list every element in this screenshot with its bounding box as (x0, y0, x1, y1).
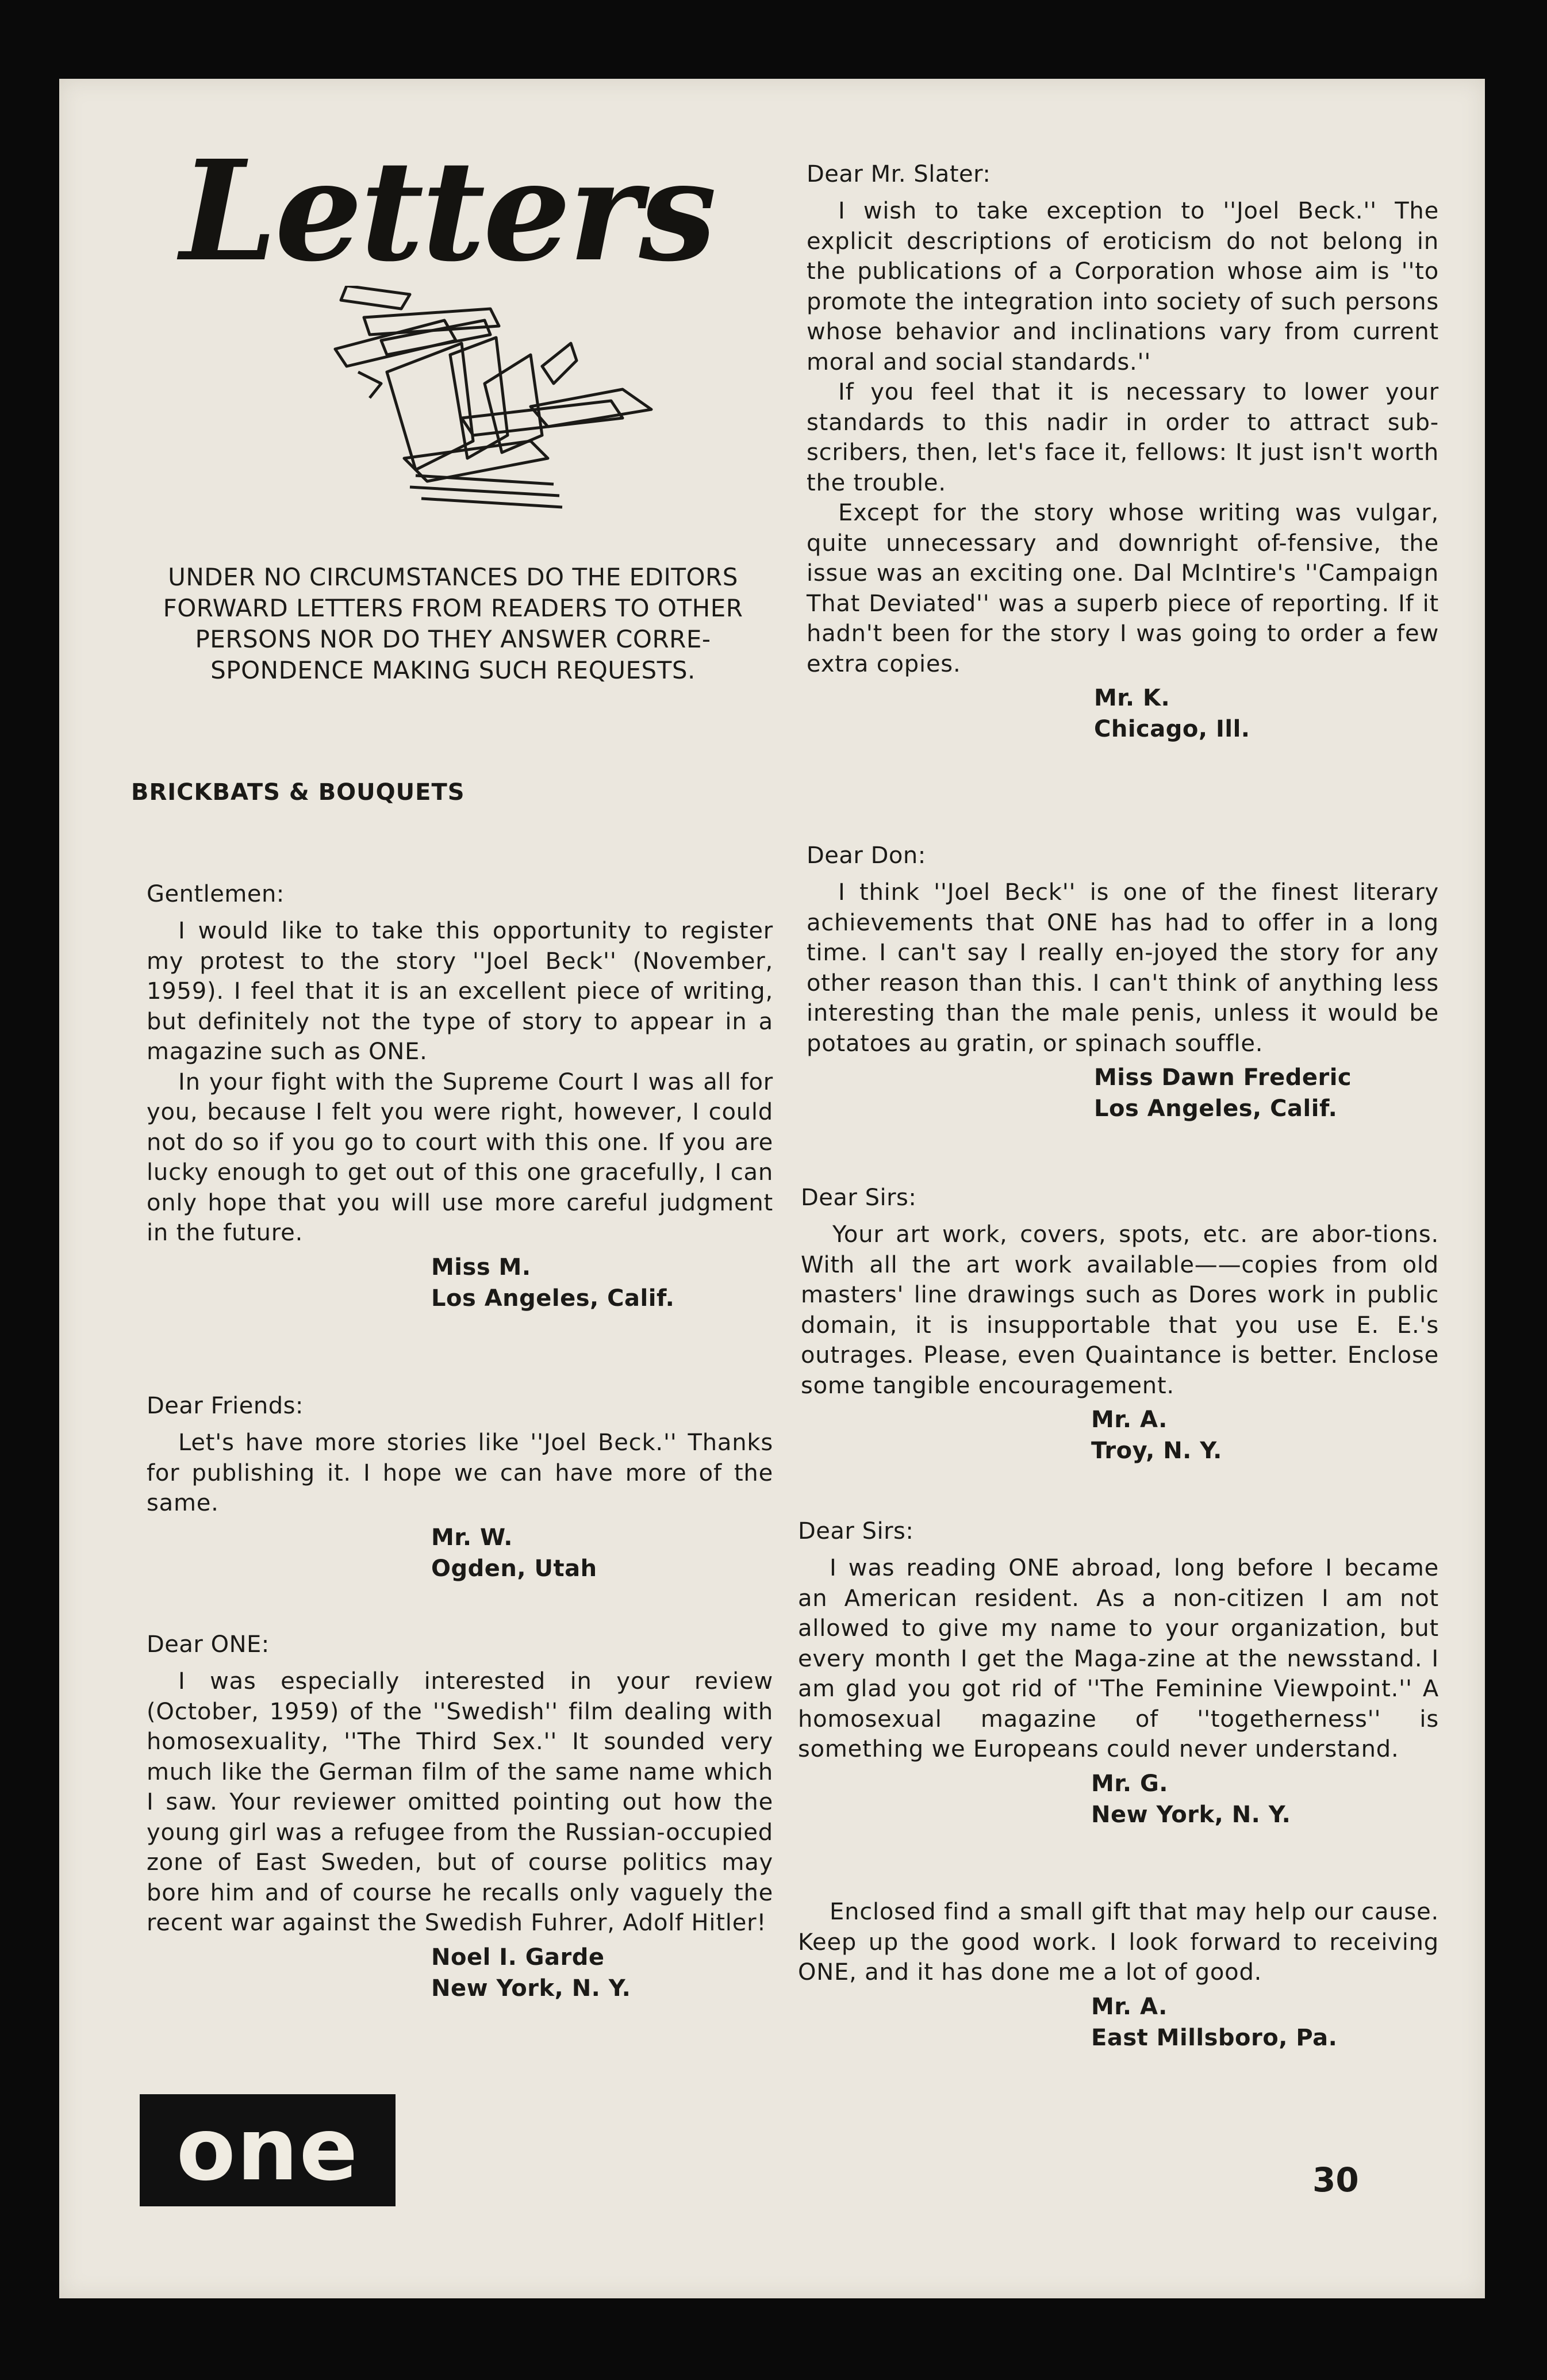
letter-4 (807, 159, 1439, 745)
letter-paragraph: I wish to take exception to ''Joel Beck.'' The explicit descriptions of eroticism do not belong in the publications of a Corporation whose aim is ''to promote the integration into society of such persons whose behavior and inclinations vary from current moral and social standards.'' (807, 198, 1439, 375)
letter-2 (147, 1391, 773, 1584)
letter-signature-name: Mr. G. (1091, 1770, 1168, 1797)
letter-signature-place: East Millsboro, Pa. (1091, 2024, 1338, 2051)
page-number: 30 (1312, 2160, 1359, 2199)
letter-1 (147, 879, 773, 1314)
letter-signature-place: Chicago, Ill. (1094, 716, 1250, 742)
letter-paragraph: Your art work, covers, spots, etc. are abor-tions. With all the art work available——copies from old masters' line drawings such as Dores work in public domain, it is insupportable that you use E. E.'s outrages. Please, even Quaintance is better. Enclose some tangible encouragement. (801, 1221, 1439, 1399)
letter-signature-place: Troy, N. Y. (1091, 1438, 1222, 1464)
letter-signature-name: Mr. A. (1091, 1993, 1168, 2020)
letter-signature-place: Los Angeles, Calif. (1094, 1095, 1338, 1122)
flying-letters-illustration (301, 286, 703, 527)
letter-salutation: Dear Friends: (147, 1393, 304, 1419)
letter-signature-name: Miss Dawn Frederic (1094, 1064, 1352, 1091)
letter-7 (798, 1516, 1439, 1830)
letter-salutation: Gentlemen: (147, 881, 285, 907)
letter-paragraph: I would like to take this opportunity to register my protest to the story ''Joel Beck'' (November, 1959). I feel that it is an excellent piece of writing, but definitely not the type of story to appear in a magazine such as ONE. (147, 918, 773, 1065)
letter-8 (798, 1897, 1439, 2053)
letter-paragraph: I think ''Joel Beck'' is one of the finest literary achievements that ONE has had to offer in a long time. I can't say I really en-joyed the story for any other reason than this. I can't think of anything less interesting than the male penis, unless it would be potatoes au gratin, or spinach souffle. (807, 879, 1439, 1057)
letter-signature-name: Mr. A. (1091, 1406, 1168, 1433)
letter-paragraph: I was reading ONE abroad, long before I became an American resident. As a non-citizen I am not allowed to give my name to your organization, but every month I get the Maga-zine at the newsstand. I am glad you got rid of ''The Feminine Viewpoint.'' A homosexual magazine of ''togetherness'' is something we Europeans could never understand. (798, 1555, 1439, 1762)
letter-signature-name: Mr. K. (1094, 685, 1170, 711)
letter-salutation: Dear Sirs: (798, 1518, 914, 1544)
letter-signature-place: New York, N. Y. (1091, 1801, 1291, 1828)
letter-salutation: Dear Mr. Slater: (807, 161, 991, 187)
letter-salutation: Dear Sirs: (801, 1185, 917, 1211)
letters-masthead: Letters (180, 130, 715, 292)
letter-signature-name: Mr. W. (431, 1524, 513, 1551)
letter-signature-place: Ogden, Utah (431, 1555, 597, 1582)
letter-6 (801, 1183, 1439, 1466)
letter-paragraph: In your fight with the Supreme Court I was all for you, because I felt you were right, however, I could not do so if you go to court with this one. If you are lucky enough to get out of this one gracefully, I can only hope that you will use more careful judgment in the future. (147, 1068, 773, 1246)
letter-paragraph: Except for the story whose writing was vulgar, quite unnecessary and downright of-fensive, the issue was an exciting one. Dal McIntire's ''Campaign That Deviated'' was a superb piece of reporting. If it hadn't been for the story I was going to order a few extra copies. (807, 500, 1439, 677)
letter-paragraph: I was especially interested in your review (October, 1959) of the ''Swedish'' film dealing with homosexuality, ''The Third Sex.'' It sounded very much like the German film of the same name which I saw. Your reviewer omitted pointing out how the young girl was a refugee from the Russian-occupied zone of East Sweden, but of course politics may bore him and of course he recalls only vaguely the recent war against the Swedish Fuhrer, Adolf Hitler! (147, 1668, 773, 1936)
letter-signature-name: Miss M. (431, 1254, 531, 1281)
letter-salutation: Dear Don: (807, 842, 926, 869)
letter-5 (807, 841, 1439, 1124)
letter-3 (147, 1630, 773, 2004)
one-magazine-logo: one (140, 2094, 396, 2206)
letter-signature-place: Los Angeles, Calif. (431, 1285, 675, 1312)
letter-paragraph: Let's have more stories like ''Joel Beck.'' Thanks for publishing it. I hope we can have more of the same. (147, 1429, 773, 1516)
letter-signature-place: New York, N. Y. (431, 1975, 631, 2002)
magazine-page (59, 79, 1485, 2298)
letter-signature-name: Noel I. Garde (431, 1944, 605, 1971)
letter-salutation: Dear ONE: (147, 1631, 270, 1658)
section-title: BRICKBATS & BOUQUETS (131, 779, 465, 806)
letter-paragraph: If you feel that it is necessary to lower your standards to this nadir in order to attract sub-scribers, then, let's face it, fellows: It just isn't worth the trouble. (807, 379, 1439, 496)
letter-paragraph: Enclosed find a small gift that may help our cause. Keep up the good work. I look forward to receiving ONE, and it has done me a lot of good. (798, 1899, 1439, 1986)
editors-notice: UNDER NO CIRCUMSTANCES DO THE EDITORS FORWARD LETTERS FROM READERS TO OTHER PERSONS NOR DO THEY ANSWER CORRE-SPONDENCE MAKING SUCH REQUESTS. (163, 563, 743, 684)
